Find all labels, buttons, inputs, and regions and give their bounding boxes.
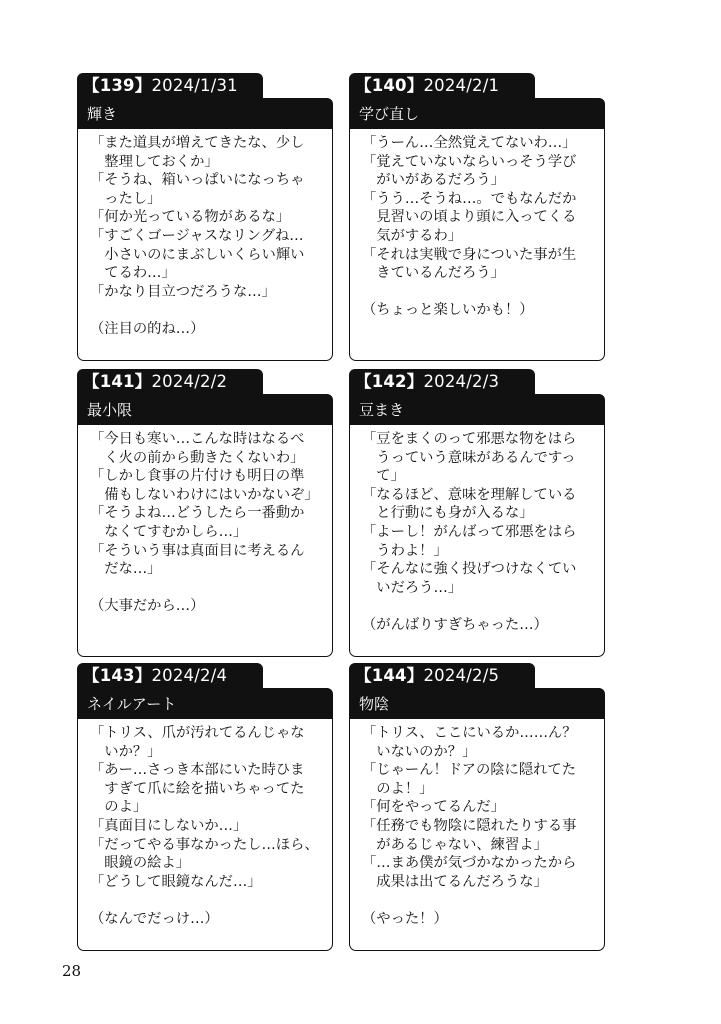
dialogue-line: 「しかし食事の片付けも明日の準 [90,468,305,485]
card-header [77,369,263,395]
card-header [349,663,535,689]
dialogue-line: いだろう…」 [362,579,463,596]
dialogue-line: 「トリス、ここにいるか……ん？ [362,725,577,741]
dialogue-line: すぎて爪に絵を描いちゃってた [90,780,305,797]
entry-date: 2024/2/5 [423,666,500,685]
entry-date: 2024/1/31 [151,76,238,95]
entry-body [77,718,333,951]
entry-number: 【140】 [355,76,424,95]
dialogue-line: 気がするわ」 [362,227,463,244]
dialogue-line: 「あー…さっき本部にいた時ひま [90,762,305,779]
entry-note: （なんでだっけ…） [90,910,219,927]
dialogue-line: 見習いの頃より頭に入ってくる [362,209,577,226]
dialogue-line: 眼鏡の絵よ」 [90,855,191,872]
entry-body [349,128,605,361]
dialogue-line: 「そうよね…どうしたら一番動か [90,505,305,522]
spacer [362,891,598,910]
dialogue-line: 「そういう事は真面目に考えるん [90,542,305,559]
entry-number: 【142】 [355,372,424,391]
dialogue-line: 「すごくゴージャスなリングね… [90,227,304,244]
entry-note: （注目の的ね…） [90,320,205,337]
dialogue-line: 整理しておくか」 [90,153,219,170]
dialogue-line: 「トリス、爪が汚れてるんじゃな [90,725,305,741]
entry-body [77,424,333,657]
dialogue-line: のよ」 [90,799,148,816]
dialogue-line: 「覚えていないならいっそう学び [362,153,577,170]
dialogue-line: 「うーん…全然覚えてないわ…」 [362,135,577,151]
entry-note: （やった！） [362,910,448,927]
dialogue-line: があるじゃない、練習よ」 [362,836,548,853]
entry-body [349,718,605,951]
dialogue-line: 「なるほど、意味を理解している [362,486,577,503]
dialogue-line: うっていう意味があるんですっ [362,449,576,466]
dialogue-line: きているんだろう」 [362,265,505,282]
dialogue-line: 「かなり目立つだろうな…」 [90,283,276,300]
dialogue-line: なくてすむかしら…」 [90,523,248,540]
entry-title: 豆まき [349,394,605,425]
dialogue-line: 「豆をまくのって邪悪な物をはら [362,431,577,447]
dialogue-line: 「…まあ僕が気づかなかったから [362,855,577,872]
dialogue-line: 成果は出てるんだろうな」 [362,873,548,890]
entry-body [349,424,605,657]
dialogue-line: 「そんなに強く投げつけなくてい [362,561,577,578]
dialogue-line: く火の前から動きたくないわ」 [90,449,305,466]
entry-date: 2024/2/3 [423,372,500,391]
spacer [90,579,326,598]
dialogue-line: 「今日も寒い…こんな時はなるべ [90,431,305,447]
dialogue-line: 小さいのにまぶしいくらい輝い [90,246,305,263]
dialogue-line: うわよ！」 [362,542,448,559]
dialogue-line: 「うう…そうね…。でもなんだか [362,190,577,207]
dialogue-line: だな…」 [90,561,162,578]
entry-title: 輝き [77,98,333,129]
dialogue-line: 「それは実戦で身についた事が生 [362,246,577,263]
entry-date: 2024/2/2 [151,372,228,391]
entry-title: 最小限 [77,394,333,425]
entry-body [77,128,333,361]
entry-note: （がんばりすぎちゃった…） [362,616,548,633]
dialogue-line: 備もしないわけにはいかないぞ」 [90,486,319,503]
entry-date: 2024/2/1 [423,76,500,95]
entry-note: （ちょっと楽しいかも！） [362,302,534,319]
dialogue-line: 「どうして眼鏡なんだ…」 [90,873,262,890]
entry-title: 学び直し [349,98,605,129]
spacer [362,283,598,302]
card-header [349,73,535,99]
dialogue-line: がいがあるだろう」 [362,172,505,189]
spacer [362,597,598,616]
dialogue-line: 「また道具が増えてきたな、少し [90,135,305,151]
dialogue-line: 「真面目にしないか…」 [90,817,248,834]
dialogue-line: 「だってやる事なかったし…ほら、 [90,836,319,853]
entry-date: 2024/2/4 [151,666,228,685]
dialogue-line: と行動にも身が入るな」 [362,505,534,522]
dialogue-line: いか？」 [90,743,162,760]
dialogue-line: 「よーし！がんばって邪悪をはら [362,523,577,540]
dialogue-line: 「そうね、箱いっぱいになっちゃ [90,172,305,189]
card-header [77,73,263,99]
entry-note: （大事だから…） [90,598,205,615]
entry-title: 物陰 [349,688,605,719]
dialogue-line: 「何か光っている物があるな」 [90,209,291,226]
card-header [349,369,535,395]
dialogue-line: いないのか？」 [362,743,477,760]
entry-number: 【141】 [83,372,152,391]
dialogue-line: てるわ…」 [90,265,176,282]
page-number: 28 [62,962,82,980]
entry-number: 【143】 [83,666,152,685]
card-header [77,663,263,689]
dialogue-line: 「何をやってるんだ」 [362,799,505,816]
dialogue-line: のよ！」 [362,780,434,797]
dialogue-line: て」 [362,468,405,485]
entry-number: 【144】 [355,666,424,685]
spacer [90,301,326,320]
dialogue-line: 「任務でも物陰に隠れたりする事 [362,817,577,834]
dialogue-line: ったし」 [90,190,162,207]
entry-number: 【139】 [83,76,152,95]
spacer [90,891,326,910]
dialogue-line: 「じゃーん！ドアの陰に隠れてた [362,762,577,779]
entry-title: ネイルアート [77,688,333,719]
